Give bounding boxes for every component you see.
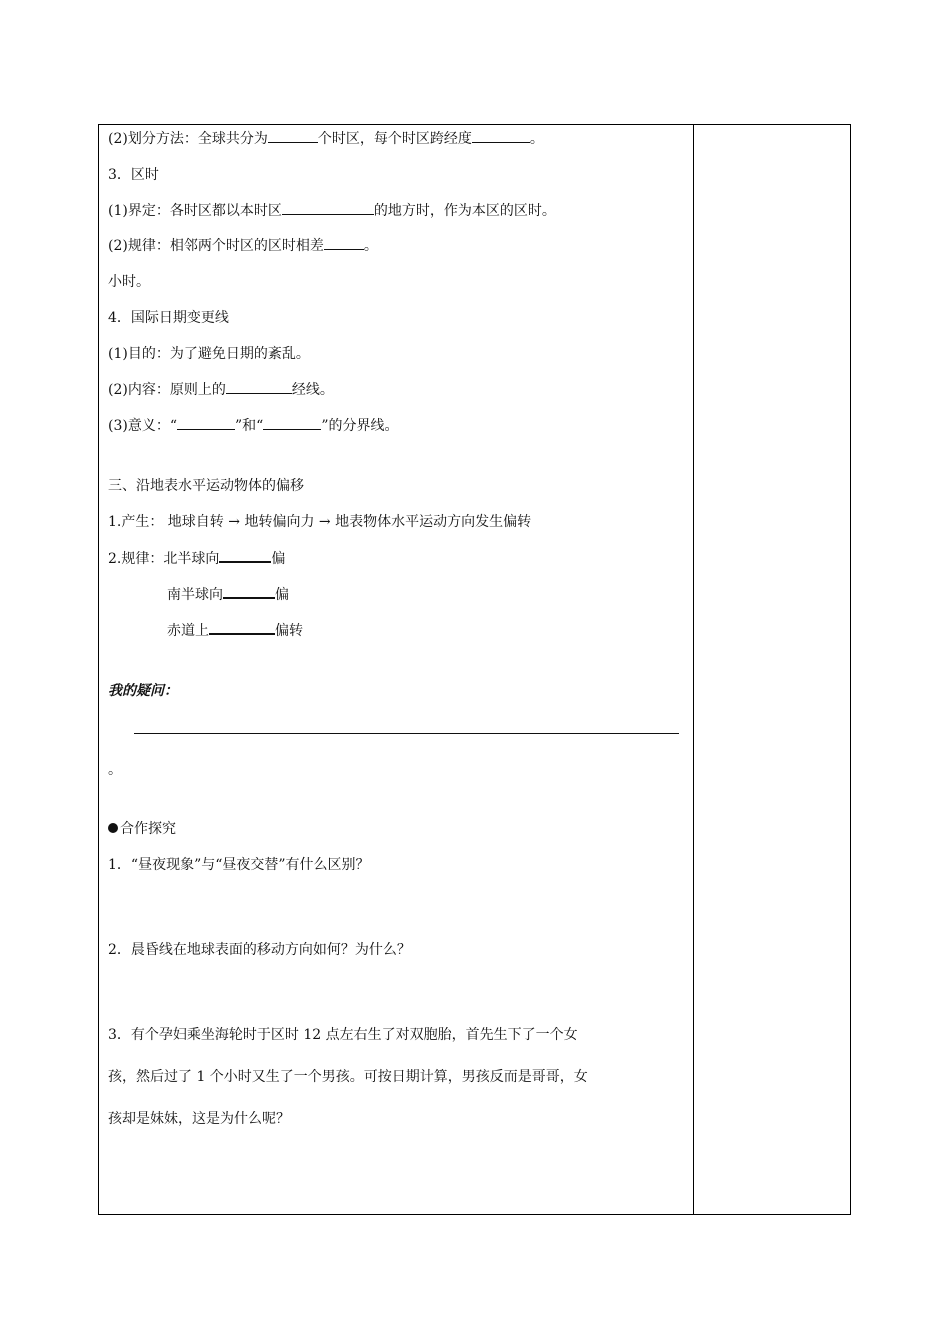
section-heading-deflection: 三、沿地表水平运动物体的偏移 <box>108 478 304 494</box>
division-method-line <box>108 129 544 149</box>
blank-field[interactable] <box>223 584 275 599</box>
text: 南半球向 <box>167 587 223 603</box>
text: 2.规律：北半球向 <box>108 551 220 567</box>
content-line <box>108 380 334 400</box>
cause-line: 1.产生： 地球自转 → 地转偏向力 → 地表物体水平运动方向发生偏转 <box>108 514 532 530</box>
section-heading-zone-time: 3．区时 <box>108 167 159 183</box>
blank-field[interactable] <box>472 129 530 143</box>
text: 赤道上 <box>167 623 209 639</box>
hours-line: 小时。 <box>108 274 150 290</box>
question-1: 1．“昼夜现象”与“昼夜交替”有什么区别？ <box>108 857 370 873</box>
section-heading-dateline: 4．国际日期变更线 <box>108 310 229 326</box>
definition-line <box>108 201 556 221</box>
question-3-line-2: 孩，然后过了 1 个小时又生了一个男孩。可按日期计算，男孩反而是哥哥，女 <box>108 1069 588 1085</box>
text: 的地方时，作为本区的区时。 <box>373 203 556 219</box>
blank-field[interactable] <box>209 620 275 635</box>
text: 经线。 <box>291 382 334 398</box>
question-answer-line[interactable] <box>134 733 679 734</box>
blank-field[interactable] <box>263 416 321 430</box>
text: 个时区，每个时区跨经度 <box>317 131 472 147</box>
cooperative-inquiry-heading <box>108 819 176 839</box>
blank-field[interactable] <box>282 201 374 215</box>
text: (2)划分方法：全球共分为 <box>108 131 268 147</box>
bullet-icon <box>108 823 118 833</box>
southern-hemisphere-line <box>167 584 289 605</box>
text: (3)意义：“ <box>108 418 177 434</box>
text: 。 <box>529 131 544 147</box>
text: ”和“ <box>235 418 264 434</box>
question-3-line-1: 3．有个孕妇乘坐海轮时于区时 12 点左右生了对双胞胎，首先生下了一个女 <box>108 1027 578 1043</box>
blank-field[interactable] <box>219 548 271 563</box>
meaning-line <box>108 416 399 436</box>
purpose-line: (1)目的：为了避免日期的紊乱。 <box>108 346 310 362</box>
text: 偏 <box>275 587 289 603</box>
text: 。 <box>363 238 378 254</box>
text: 偏转 <box>275 623 303 639</box>
pattern-line <box>108 548 285 569</box>
my-questions-heading: 我的疑问： <box>108 683 178 699</box>
question-2: 2．晨昏线在地球表面的移动方向如何？为什么？ <box>108 942 411 958</box>
equator-line <box>167 620 303 641</box>
text: (1)界定：各时区都以本时区 <box>108 203 282 219</box>
text: 合作探究 <box>120 821 176 837</box>
blank-field[interactable] <box>226 380 292 394</box>
blank-field[interactable] <box>324 236 364 250</box>
text: 偏 <box>271 551 286 567</box>
end-mark: 。 <box>108 762 122 778</box>
blank-field[interactable] <box>268 129 318 143</box>
text: ”的分界线。 <box>321 418 399 434</box>
question-3-line-3: 孩却是妹妹，这是为什么呢？ <box>108 1111 290 1127</box>
blank-field[interactable] <box>177 416 235 430</box>
text: (2)内容：原则上的 <box>108 382 226 398</box>
worksheet-table <box>98 124 851 1215</box>
text: (2)规律：相邻两个时区的区时相差 <box>108 238 324 254</box>
rule-line <box>108 236 378 256</box>
notes-column <box>694 125 850 1214</box>
